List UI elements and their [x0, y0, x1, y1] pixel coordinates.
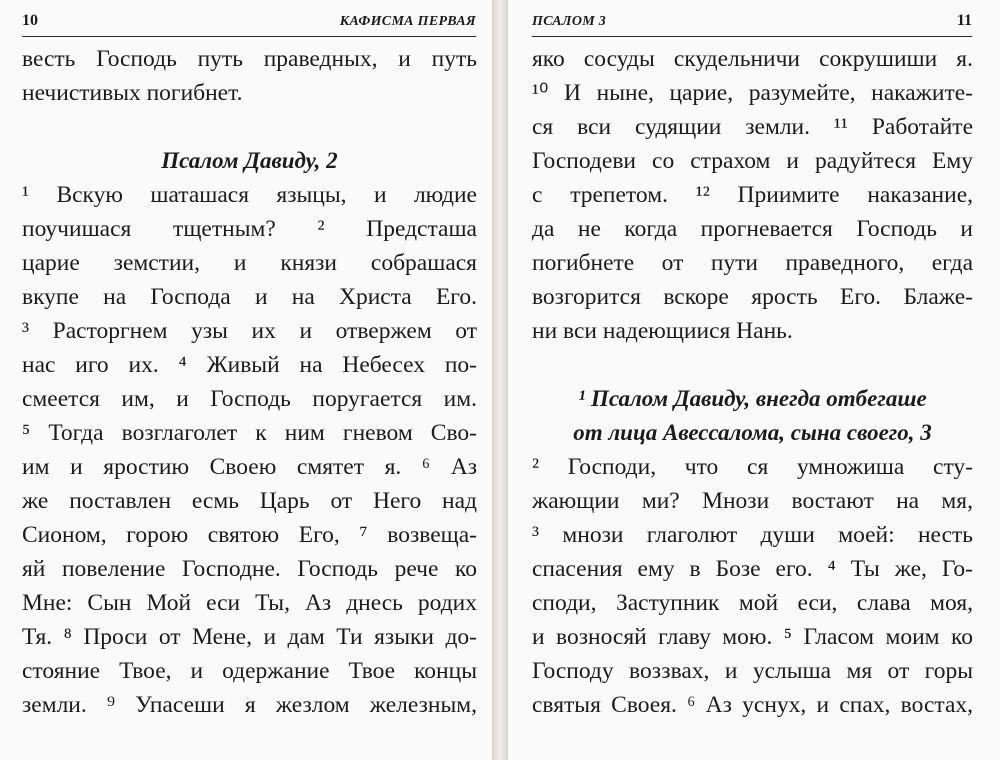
text-line: весть Господь путь праведных, и путь	[22, 46, 477, 72]
psalm-heading: Псалом Давиду, 2	[161, 148, 338, 173]
text-line: ² Господи, что ся умножиша сту-	[532, 454, 973, 480]
text-line: Господу воззвах, и услыша мя от горы	[532, 658, 973, 684]
left-text-block	[22, 42, 477, 722]
paragraph-gap	[22, 110, 477, 144]
text-line: ни вси надеющиися Нань.	[532, 318, 793, 344]
text-line: земли. ⁹ Упасеши я жезлом железным,	[22, 692, 477, 718]
text-line: нас иго их. ⁴ Живый на Небесех по-	[22, 352, 477, 378]
text-line: ³ мнози глаголют души моей: несть	[532, 522, 973, 548]
text-line: и возносяй главу мою. ⁵ Гласом моим ко	[532, 624, 973, 650]
text-line: жающии ми? Мнози востают на мя,	[532, 488, 973, 514]
right-page	[507, 0, 1000, 760]
running-head: КАФИСМА ПЕРВАЯ	[339, 14, 476, 29]
text-line: стояние Твое, и одержание Твое концы	[22, 658, 477, 684]
text-line: Сионом, горою святою Его, ⁷ возвеща-	[22, 522, 477, 548]
text-line: ¹⁰ И ныне, царие, разумейте, накажите-	[532, 80, 973, 106]
text-line: вкупе на Господа и на Христа Его.	[22, 284, 477, 310]
text-line: с трепетом. ¹² Приимите наказание,	[532, 182, 973, 208]
psalm-heading: ¹ Псалом Давиду, внегда отбегаше	[578, 386, 927, 411]
text-line: поучишася тщетным? ² Предсташа	[22, 216, 477, 242]
text-line: царие земстии, и князи собрашася	[22, 250, 477, 276]
text-line: смеется им, и Господь поругается им.	[22, 386, 477, 412]
text-line: Господеви со страхом и радуйтеся Ему	[532, 148, 973, 174]
left-page-header	[22, 10, 476, 37]
left-page	[0, 0, 493, 760]
page-number: 10	[22, 12, 38, 29]
text-line: яй повеление Господне. Господь рече ко	[22, 556, 477, 582]
text-line: им и яростию Своею смятет я. ⁶ Аз	[22, 454, 477, 480]
text-line: яко сосуды скудельничи сокрушиши я.	[532, 46, 973, 72]
text-line: святыя Своея. ⁶ Аз уснух, и спах, востах,	[532, 692, 973, 718]
text-line: спасения ему в Бозе его. ⁴ Ты же, Го-	[532, 556, 973, 582]
text-line: споди, Заступник мой еси, слава моя,	[532, 590, 973, 616]
text-line: Тя. ⁸ Проси от Мене, и дам Ти языки до-	[22, 624, 477, 650]
text-line: возгорится вскоре ярость Его. Блаже-	[532, 284, 973, 310]
paragraph-gap	[532, 348, 973, 382]
text-line: ¹ Вскую шаташася языцы, и людие	[22, 182, 477, 208]
text-line: Мне: Сын Мой еси Ты, Аз днесь родих	[22, 590, 477, 616]
text-line: ⁵ Тогда возглаголет к ним гневом Сво-	[22, 420, 477, 446]
text-line: да не когда прогневается Господь и	[532, 216, 973, 242]
text-line: ³ Расторгнем узы их и отвержем от	[22, 318, 477, 344]
text-line: ся вси судящии земли. ¹¹ Работайте	[532, 114, 973, 140]
psalm-heading: от лица Авессалома, сына своего, 3	[573, 420, 932, 445]
page-number: 11	[956, 12, 972, 29]
running-head: ПСАЛОМ 3	[532, 14, 607, 29]
text-line: же поставлен есмь Царь от Него над	[22, 488, 477, 514]
text-line: погибнете от пути праведного, егда	[532, 250, 973, 276]
book-gutter	[493, 0, 507, 760]
right-page-header	[532, 10, 972, 37]
text-line: нечистивых погибнет.	[22, 80, 243, 106]
right-text-block	[532, 42, 973, 722]
